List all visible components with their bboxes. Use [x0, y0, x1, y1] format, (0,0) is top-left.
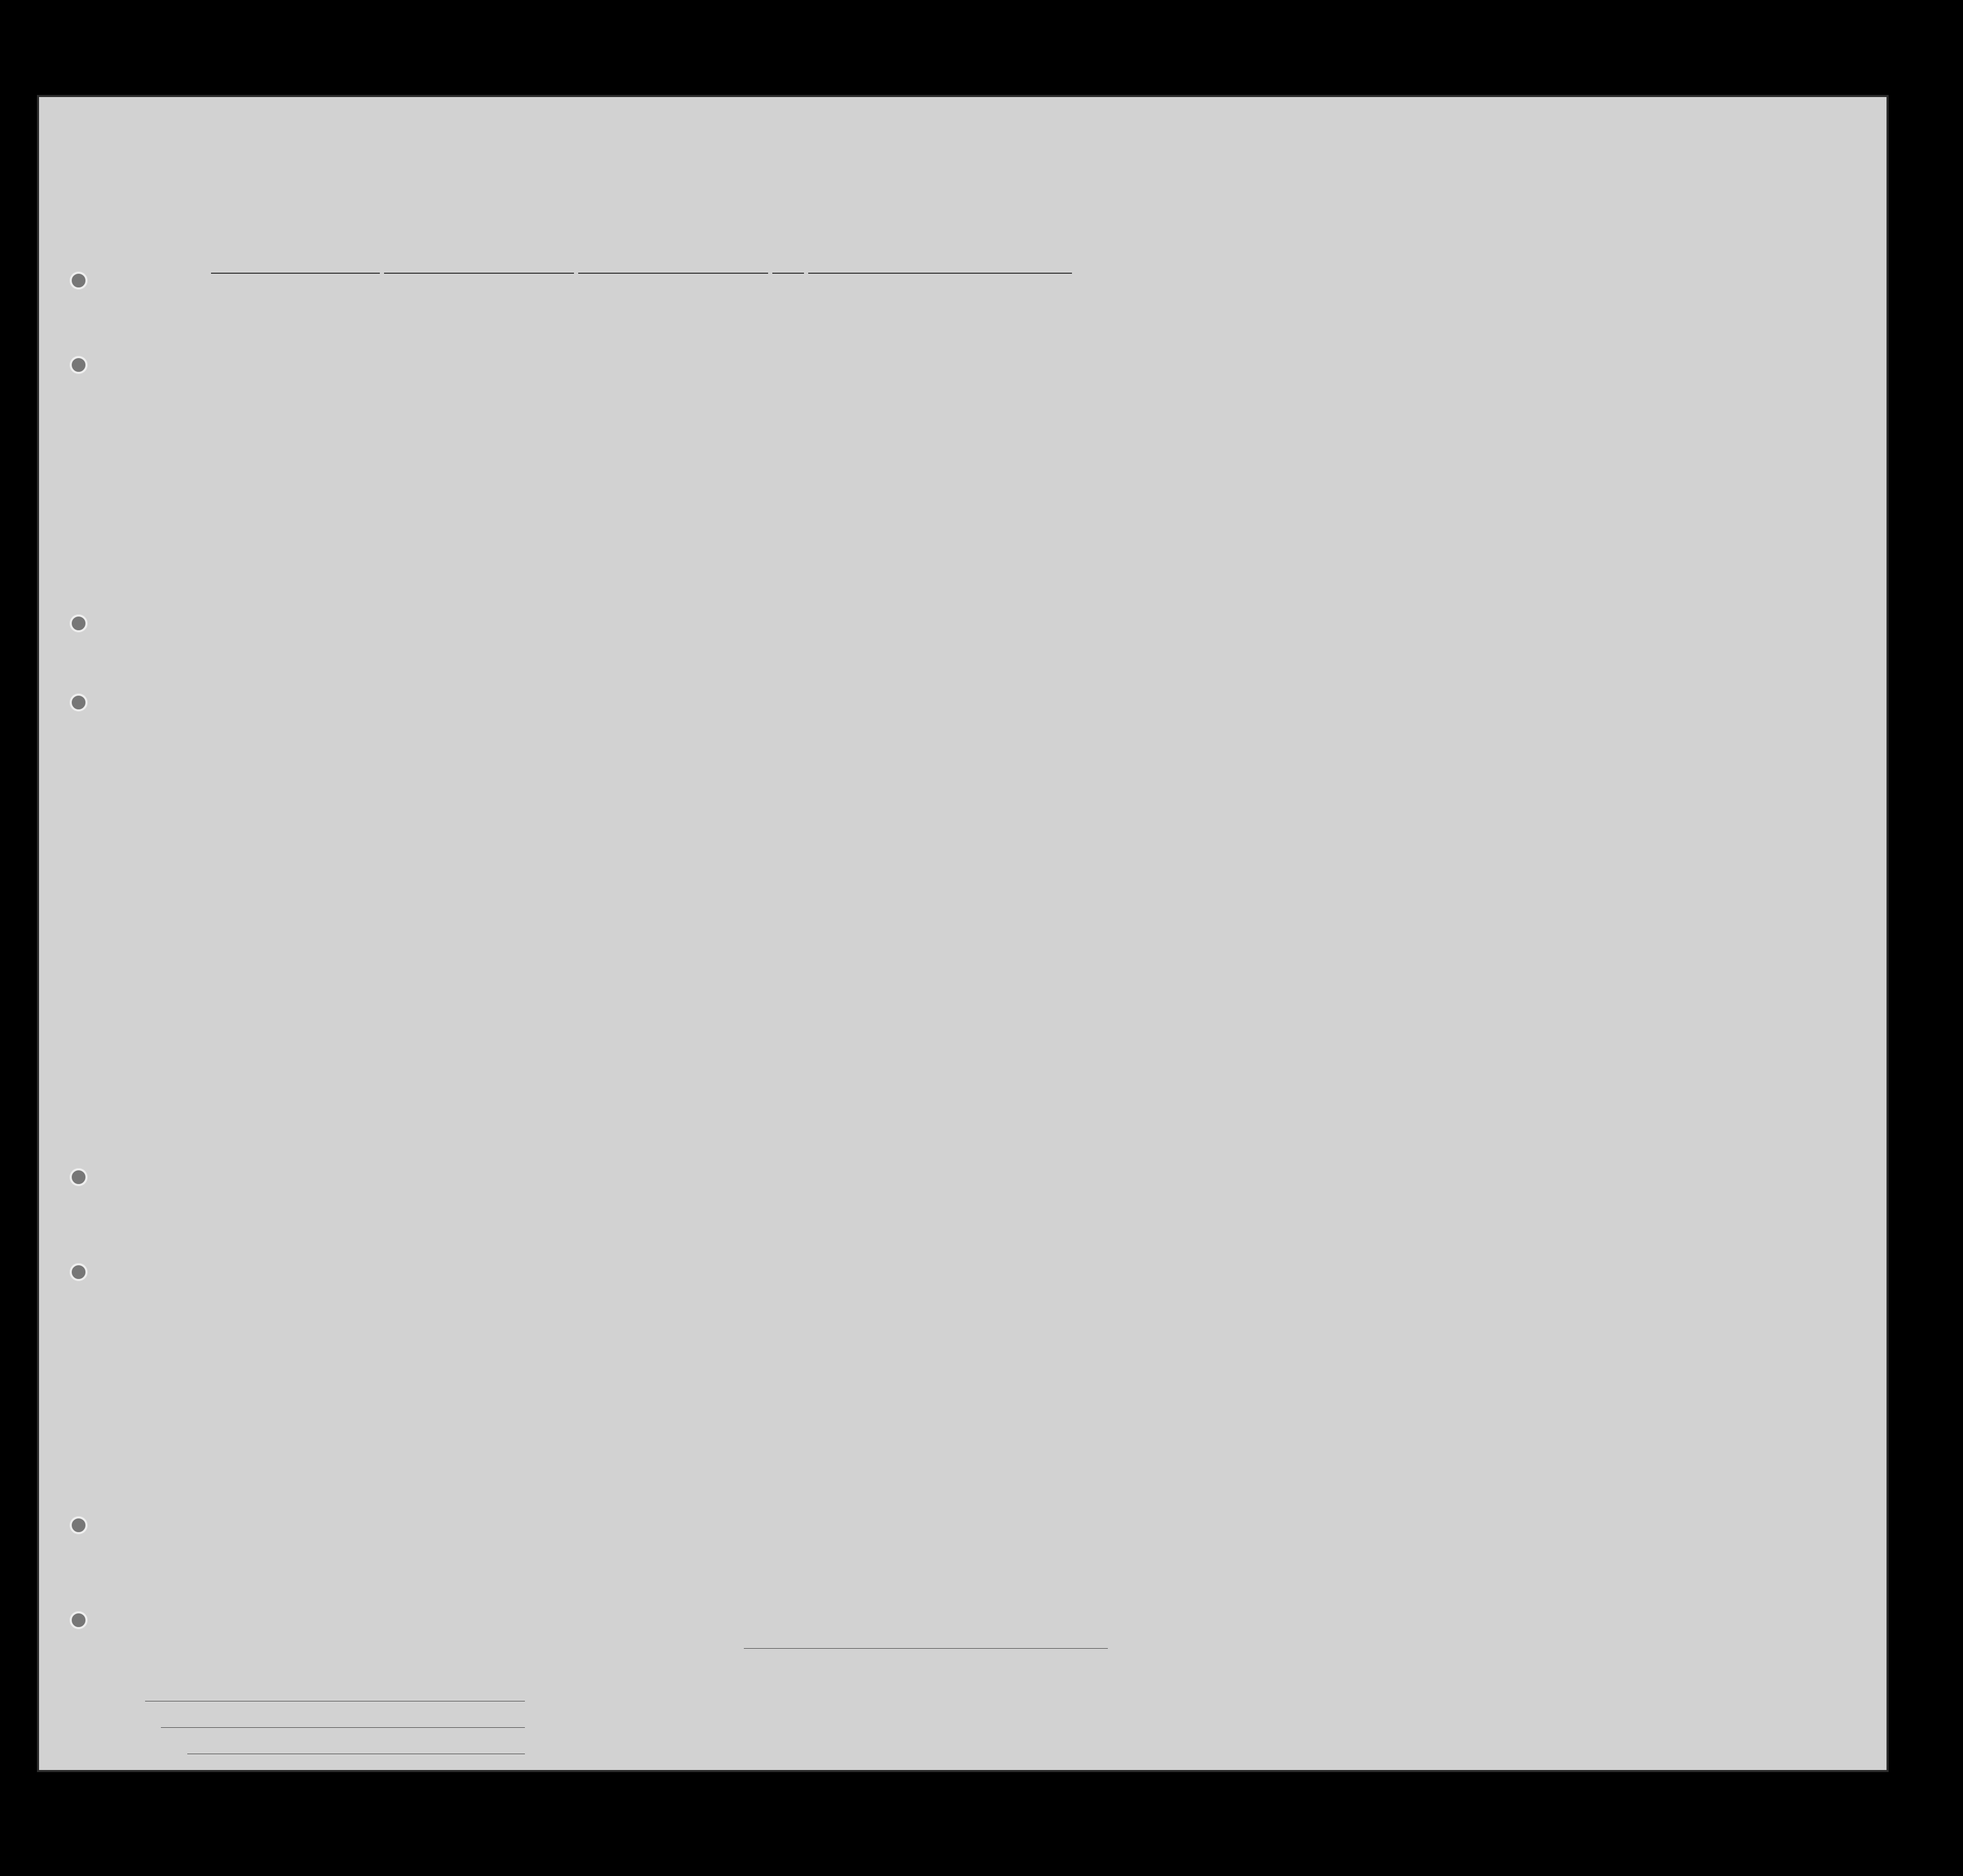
departure-port — [808, 273, 1072, 274]
manifest-sheet — [37, 95, 1889, 1772]
binder-hole — [70, 1516, 88, 1534]
binder-hole — [70, 1263, 88, 1281]
binder-hole — [70, 356, 88, 374]
crew-table — [111, 298, 1868, 1664]
binder-hole — [70, 1168, 88, 1186]
binder-hole — [70, 614, 88, 632]
voyage-line — [211, 258, 1072, 278]
binder-hole — [70, 694, 88, 711]
vessel-name — [211, 273, 380, 274]
arrival-date — [578, 273, 768, 274]
binder-hole — [70, 1611, 88, 1629]
binder-hole — [70, 272, 88, 290]
arrival-port — [384, 273, 574, 274]
